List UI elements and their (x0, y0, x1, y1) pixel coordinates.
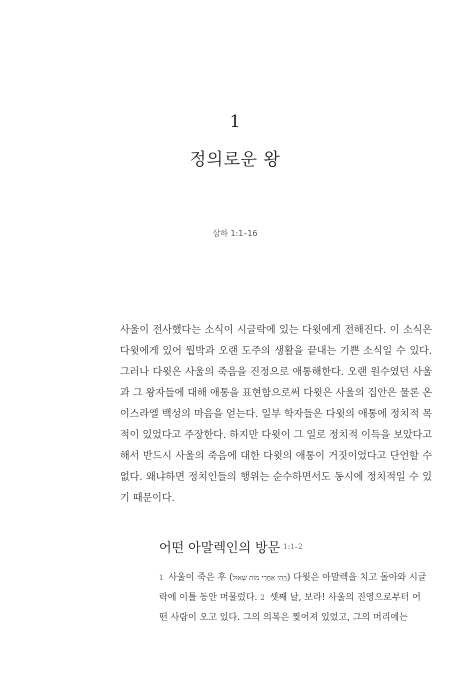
section-heading (159, 537, 439, 556)
scripture-reference: 삼하 1:1–16 (212, 229, 258, 238)
verse-text: 1 사울이 죽은 후 (וַיְהִי אַחֲרֵי מוֹת שָׁאוּל) 다윗은 아말렉을 치고 돌아와 시글락에 이틀 동안 머물렀다. 2 셋째 날, 보라! 사울의 진영으로부터 어떤 사람이 오고 있다. 그의 의복은 찢어져 있었고, 그의 머리에는 (159, 573, 427, 623)
verse-1-text-a: 사울이 죽은 후 (168, 573, 227, 583)
hebrew-phrase: וַיְהִי אַחֲרֵי מוֹת שָׁאוּל (232, 574, 287, 582)
section-heading-text: 어떤 아말렉인의 방문 (159, 541, 281, 556)
chapter-number: 1 (229, 112, 241, 132)
verse-2-text: 셋째 날, 보라! 사울의 진영으로부터 어떤 사람이 오고 있다. 그의 의복은 찢어져 있었고, 그의 머리에는 (159, 593, 421, 623)
intro-paragraph: 사울이 전사했다는 소식이 시글락에 있는 다윗에게 전해진다. 이 소식은 다윗에게 있어 뭡박과 오랜 도주의 생활을 끝내는 기쁜 소식일 수 있다. 그러나 다윗은 사울의 죽음을 진정으로 애통해한다. 오랜 원수였던 사울과 그 왕자들에 대해 애통을 표현함으로써 다윗은 사울의 집안은 물론 온 이스라엘 백성의 마음을 얻는다. 일부 학자들은 다윗의 애통에 정치적 목적이 있었다고 주장한다. 하지만 다윗이 그 일로 정치적 이득을 보았다고 해서 반드시 사울의 죽음에 대한 다윗의 애통이 거짓이었다고 단언할 수 없다. 왜냐하면 정치인들의 행위는 순수하면서도 동시에 정치적일 수 있기 때문이다. (120, 325, 432, 504)
chapter-title: 정의로운 왕 (189, 150, 281, 170)
verse-1-text-b: 다윗은 아말렉을 치고 돌아와 시글락에 이틀 동안 머물렀다. (159, 573, 427, 603)
section-reference: 1:1–2 (283, 543, 303, 551)
verse-number-1: 1 (159, 574, 164, 582)
verse-number-2: 2 (260, 594, 265, 602)
